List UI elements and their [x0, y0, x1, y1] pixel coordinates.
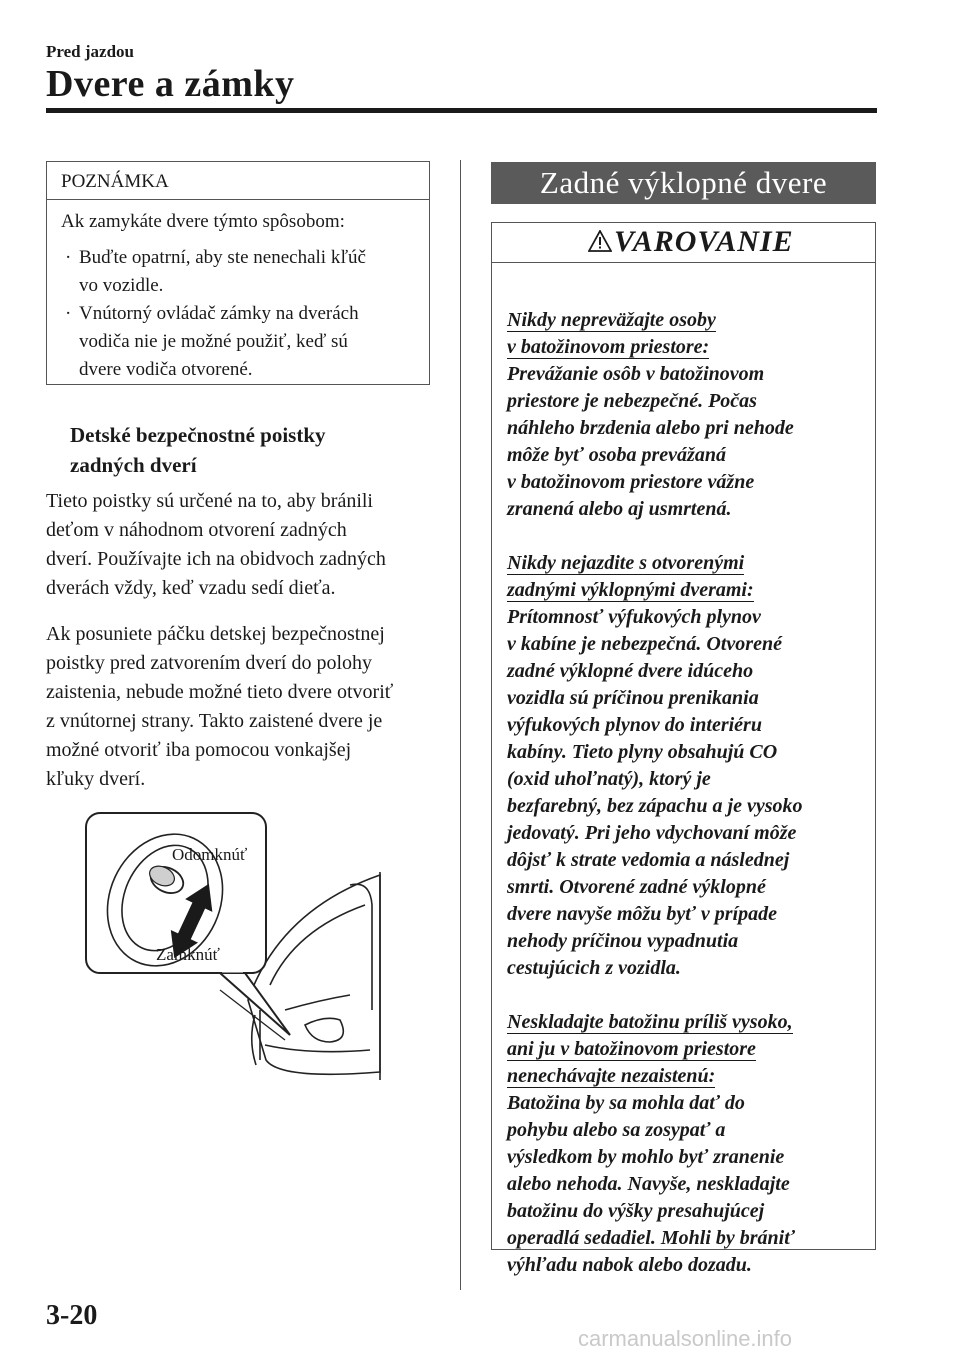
warning-title: VAROVANIE	[614, 225, 794, 258]
warning-text-line: výfukových plynov do interiéru	[507, 714, 762, 736]
lock-label: Zamknúť	[156, 945, 220, 964]
section-label: Pred jazdou	[46, 42, 134, 61]
child-lock-illustration	[80, 810, 440, 1105]
page-title: Dvere a zámky	[46, 63, 295, 105]
warning-text-line: zranená alebo aj usmrtená.	[507, 498, 732, 520]
note-heading: POZNÁMKA	[47, 162, 429, 200]
note-item-line: dvere vodiča otvorené.	[79, 359, 253, 380]
warning-text-line: smrti. Otvorené zadné výklopné	[507, 876, 766, 898]
paragraph-line: Ak posuniete páčku detskej bezpečnostnej	[46, 623, 385, 645]
page-number: 3-20	[46, 1300, 98, 1331]
note-box	[46, 161, 430, 385]
warning-heading-line: Neskladajte batožinu príliš vysoko,	[507, 1011, 793, 1033]
warning-text-line: náhleho brzdenia alebo pri nehode	[507, 417, 794, 439]
sub-heading-line: Detské bezpečnostné poistky	[70, 423, 326, 447]
paragraph-line: zaistenia, nebude možné tieto dvere otvoriť	[46, 681, 394, 703]
warning-text-line: batožinu do výšky presahujúcej	[507, 1200, 765, 1222]
column-divider	[460, 160, 461, 1290]
paragraph-line: Tieto poistky sú určené na to, aby bránili	[46, 490, 373, 512]
note-item-line: Vnútorný ovládač zámky na dverách	[79, 303, 359, 324]
warning-text-line: v kabíne je nebezpečná. Otvorené	[507, 633, 782, 655]
warning-text-line: cestujúcich z vozidla.	[507, 957, 681, 979]
warning-text-line: operadlá sedadiel. Mohli by brániť	[507, 1227, 795, 1249]
note-intro: Ak zamykáte dvere týmto spôsobom:	[61, 211, 345, 232]
warning-text-line: alebo nehoda. Navyše, neskladajte	[507, 1173, 790, 1195]
note-item-line: Buďte opatrní, aby ste nenechali kľúč	[79, 247, 366, 268]
warning-heading-line: ani ju v batožinovom priestore	[507, 1038, 756, 1060]
warning-header	[492, 223, 875, 263]
unlock-label: Odomknúť	[172, 845, 248, 864]
warning-text-line: výsledkom by mohlo byť zranenie	[507, 1146, 785, 1168]
child-lock-figure	[80, 810, 440, 1105]
warning-box	[491, 222, 876, 1276]
warning-block	[507, 1009, 875, 1279]
note-item-line: vodiča nie je možné použiť, keď sú	[79, 331, 348, 352]
bullet-icon: ·	[65, 303, 72, 324]
warning-triangle-icon	[588, 230, 612, 257]
warning-heading-line: Nikdy nepreväžajte osoby	[507, 309, 716, 331]
warning-text-line: kabíny. Tieto plyny obsahujú CO	[507, 741, 778, 763]
paragraph-usage	[46, 620, 446, 794]
warning-text-line: (oxid uhoľnatý), ktorý je	[507, 768, 711, 790]
warning-text-line: vozidla sú príčinou prenikania	[507, 687, 759, 709]
warning-text-line: v batožinovom priestore vážne	[507, 471, 755, 493]
paragraph-line: možné otvoriť iba pomocou vonkajšej	[46, 739, 352, 761]
section-title-liftgate: Zadné výklopné dvere	[491, 162, 876, 204]
warning-text-line: dôjsť k strate vedomia a následnej	[507, 849, 790, 871]
warning-text-line: bezfarebný, bez zápachu a je vysoko	[507, 795, 803, 817]
warning-text-line: Prítomnosť výfukových plynov	[507, 606, 761, 628]
paragraph-line: dverách vždy, keď vzadu sedí dieťa.	[46, 577, 336, 599]
warning-text-line: dvere navyše môžu byť v prípade	[507, 903, 778, 925]
paragraph-line: deťom v náhodnom otvorení zadných	[46, 519, 347, 541]
warning-text-line: pohybu alebo sa zosypať a	[507, 1119, 726, 1141]
warning-text-line: priestore je nebezpečné. Počas	[507, 390, 757, 412]
warning-heading-line: zadnými výklopnými dverami:	[507, 579, 754, 601]
warning-text-line: zadné výklopné dvere idúceho	[507, 660, 754, 682]
paragraph-line: z vnútornej strany. Takto zaistené dvere je	[46, 710, 383, 732]
sub-heading	[70, 420, 420, 480]
warning-text-line: jedovatý. Pri jeho vdychovaní môže	[507, 822, 797, 844]
note-item	[61, 300, 415, 384]
paragraph-line: dverí. Používajte ich na obidvoch zadných	[46, 548, 386, 570]
note-item-line: vo vozidle.	[79, 275, 164, 296]
warning-block	[507, 550, 875, 982]
paragraph-line: kľuky dverí.	[46, 768, 146, 790]
warning-text-line: môže byť osoba prevážaná	[507, 444, 726, 466]
paragraph-purpose	[46, 487, 446, 603]
note-body	[47, 200, 429, 384]
watermark: carmanualsonline.info	[578, 1326, 793, 1351]
title-rule	[46, 108, 877, 113]
warning-body	[492, 263, 875, 1279]
warning-text-line: Prevážanie osôb v batožinovom	[507, 363, 765, 385]
warning-text-line: nehody príčinou vypadnutia	[507, 930, 739, 952]
paragraph-line: poistky pred zatvorením dverí do polohy	[46, 652, 373, 674]
note-item	[61, 244, 415, 300]
warning-heading-line: Nikdy nejazdite s otvorenými	[507, 552, 745, 574]
warning-heading-line: v batožinovom priestore:	[507, 336, 710, 358]
bullet-icon: ·	[65, 247, 72, 268]
warning-text-line: Batožina by sa mohla dať do	[507, 1092, 745, 1114]
warning-text-line: výhľadu nabok alebo dozadu.	[507, 1254, 752, 1276]
warning-block	[507, 307, 875, 523]
sub-heading-line: zadných dverí	[70, 453, 197, 477]
warning-heading-line: nenechávajte nezaistenú:	[507, 1065, 716, 1087]
